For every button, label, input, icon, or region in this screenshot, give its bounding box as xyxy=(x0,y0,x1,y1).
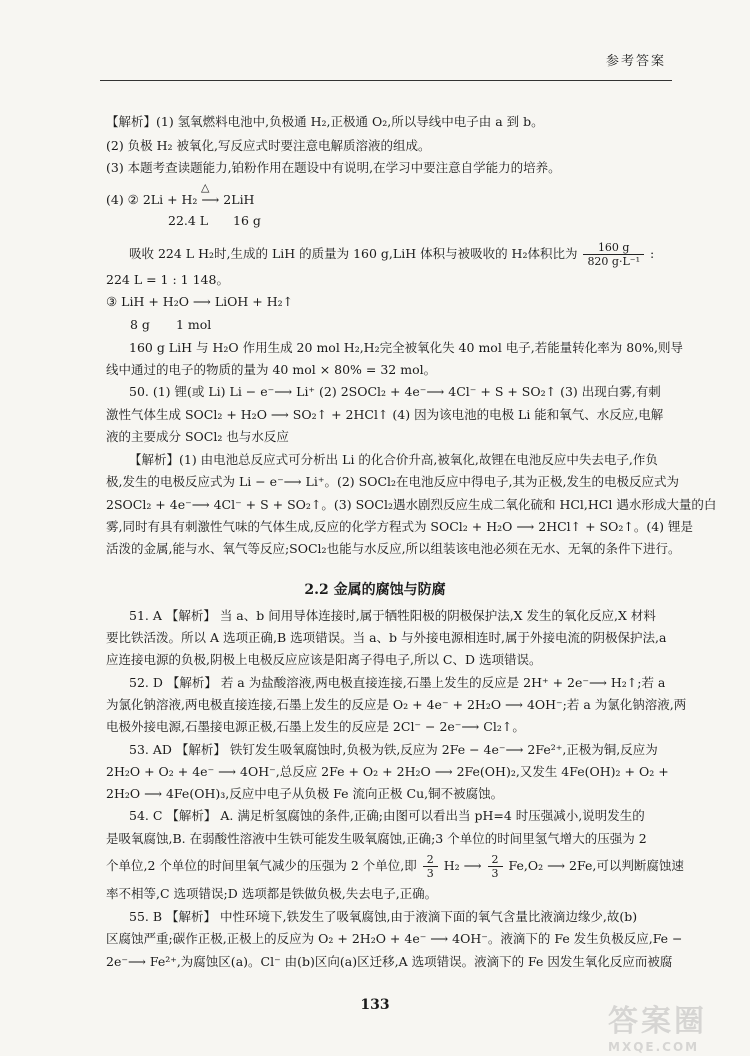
q50-analysis-line-5: 活泼的金属,能与水、氧气等反应;SOCl₂也能与水反应,所以组装该电池必须在无水、无氧的条件下进行。 xyxy=(106,541,681,556)
ratio-fraction-denominator: 820 g·L⁻¹ xyxy=(587,255,640,268)
analysis-49-line-7: ③ LiH + H₂O ⟶ LiOH + H₂↑ xyxy=(106,294,294,309)
q51-line-1: 51. A 【解析】 当 a、b 间用导体连接时,属于牺牲阳极的阴极保护法,X 发生的氧化反应,X 材料 xyxy=(129,608,656,623)
q50-analysis-line-4: 雾,同时有具有刺激性气味的气体生成,反应的化学方程式为 SOCl₂ + H₂O ⟶ 2HCl↑ + SO₂↑。(4) 锂是 xyxy=(106,519,694,534)
q55-line-3: 2e⁻⟶ Fe²⁺,为腐蚀区(a)。Cl⁻ 由(b)区向(a)区迁移,A 选项错误。液滴下的 Fe 因发生氧化反应而被腐 xyxy=(106,954,673,969)
analysis-49-under-h2-mol: 1 mol xyxy=(176,317,212,332)
q53-line-3: 2H₂O ⟶ 4Fe(OH)₃,反应中电子从负极 Fe 流向正极 Cu,铜不被腐蚀。 xyxy=(106,786,504,801)
q54-fraction-2-denominator: 3 xyxy=(491,867,499,880)
analysis-49-line-5 xyxy=(129,241,654,268)
q54-line-3-text-c: Fe,O₂ ⟶ 2Fe,可以判断腐蚀速 xyxy=(508,858,684,873)
q50-answer-line-3: 液的主要成分 SOCl₂ 也与水反应 xyxy=(106,429,289,444)
analysis-49-under-lih-mass: 8 g xyxy=(130,317,150,332)
heat-symbol: △ xyxy=(201,181,210,194)
q55-line-2: 区腐蚀严重;碳作正极,正极上的反应为 O₂ + 2H₂O + 4e⁻ ⟶ 4OH⁻。液滴下的 Fe 发生负极反应,Fe − xyxy=(106,931,683,946)
analysis-49-under-lih: 16 g xyxy=(233,213,261,228)
q54-line-2: 是吸氧腐蚀,B. 在弱酸性溶液中生铁可能发生吸氧腐蚀,正确;3 个单位的时间里氢气增大的压强为 2 xyxy=(106,831,647,846)
analysis-49-under-h2: 22.4 L xyxy=(168,213,209,228)
q51-line-2: 要比铁活泼。所以 A 选项正确,B 选项错误。当 a、b 与外接电源相连时,属于外接电流的阴极保护法,a xyxy=(106,630,667,645)
q54-fraction-1-numerator: 2 xyxy=(423,853,438,867)
running-header: 参考答案 xyxy=(605,54,666,69)
q50-answer-line-1: 50. (1) 锂(或 Li) Li − e⁻⟶ Li⁺ (2) 2SOCl₂ + 4e⁻⟶ 4Cl⁻ + S + SO₂↑ (3) 出现白雾,有刺 xyxy=(129,384,661,399)
analysis-49-line-1: 【解析】(1) 氢氧燃料电池中,负极通 H₂,正极通 O₂,所以导线中电子由 a 到 b。 xyxy=(106,114,544,129)
q50-analysis-line-2: 极,发生的电极反应式为 Li − e⁻⟶ Li⁺。(2) SOCl₂在电池反应中得电子,其为正极,发生的电极反应式为 xyxy=(106,474,679,489)
q53-line-2: 2H₂O + O₂ + 4e⁻ ⟶ 4OH⁻,总反应 2Fe + O₂ + 2H₂O ⟶ 2Fe(OH)₂,又发生 4Fe(OH)₂ + O₂ + xyxy=(106,764,669,779)
page-number: 133 xyxy=(360,997,390,1013)
analysis-49-line-10: 线中通过的电子的物质的量为 40 mol × 80% = 32 mol。 xyxy=(106,362,437,377)
section-title: 2.2 金属的腐蚀与防腐 xyxy=(304,582,446,598)
q54-fraction-2 xyxy=(488,853,503,880)
analysis-49-reaction: (4) ② 2Li + H₂ ⟶ 2LiH xyxy=(106,192,255,207)
q50-answer-line-2: 激性气体生成 SOCl₂ + H₂O ⟶ SO₂↑ + 2HCl↑ (4) 因为该电池的电极 Li 能和氧气、水反应,电解 xyxy=(106,407,664,422)
analysis-49-line-2: (2) 负极 H₂ 被氧化,写反应式时要注意电解质溶液的组成。 xyxy=(106,138,431,153)
analysis-49-line-9: 160 g LiH 与 H₂O 作用生成 20 mol H₂,H₂完全被氧化失 40 mol 电子,若能量转化率为 80%,则导 xyxy=(129,340,683,355)
watermark-logo xyxy=(608,996,738,1054)
analysis-49-line-6: 224 L = 1 : 1 148。 xyxy=(106,272,229,287)
q54-fraction-1-denominator: 3 xyxy=(426,867,434,880)
analysis-49-ratio-text: 吸收 224 L H₂时,生成的 LiH 的质量为 160 g,LiH 体积与被吸收的 H₂体积比为 xyxy=(129,246,578,261)
ratio-fraction-numerator: 160 g xyxy=(583,241,644,255)
header-rule xyxy=(100,80,672,81)
q52-line-2: 为氯化钠溶液,两电极直接连接,石墨上发生的反应是 O₂ + 4e⁻ + 2H₂O ⟶ 4OH⁻;若 a 为氯化钠溶液,两 xyxy=(106,697,687,712)
q54-line-1: 54. C 【解析】 A. 满足析氢腐蚀的条件,正确;由图可以看出当 pH=4 时压强减小,说明发生的 xyxy=(129,808,645,823)
analysis-49-line-3: (3) 本题考查读题能力,铂粉作用在题设中有说明,在学习中要注意自学能力的培养。 xyxy=(106,160,561,175)
q53-line-1: 53. AD 【解析】 铁钉发生吸氧腐蚀时,负极为铁,反应为 2Fe − 4e⁻⟶ 2Fe²⁺,正极为铜,反应为 xyxy=(129,742,658,757)
q52-line-3: 电极外接电源,石墨接电源正极,石墨上发生的反应是 2Cl⁻ − 2e⁻⟶ Cl₂↑。 xyxy=(106,719,525,734)
ratio-fraction xyxy=(583,241,644,268)
q54-fraction-1 xyxy=(423,853,438,880)
watermark-text: 答案圈 xyxy=(608,1004,707,1039)
q50-analysis-line-1: 【解析】(1) 由电池总反应式可分析出 Li 的化合价升高,被氧化,故锂在电池反应中失去电子,作负 xyxy=(129,452,658,467)
q54-line-3 xyxy=(106,853,684,880)
q55-line-1: 55. B 【解析】 中性环境下,铁发生了吸氧腐蚀,由于液滴下面的氧气含量比液滴边缘少,故(b) xyxy=(129,909,638,924)
q50-analysis-line-3: 2SOCl₂ + 4e⁻⟶ 4Cl⁻ + S + SO₂↑。(3) SOCl₂遇水剧烈反应生成二氧化硫和 HCl,HCl 遇水形成大量的白 xyxy=(106,497,717,512)
q54-line-4: 率不相等,C 选项错误;D 选项都是铁做负极,失去电子,正确。 xyxy=(106,886,438,901)
ratio-colon: : xyxy=(649,246,655,261)
q54-line-3-text-b: H₂ ⟶ xyxy=(443,858,482,873)
q54-line-3-text-a: 个单位,2 个单位的时间里氧气减少的压强为 2 个单位,即 xyxy=(106,858,417,873)
q51-line-3: 应连接电源的负极,阴极上电极反应应该是阳离子得电子,所以 C、D 选项错误。 xyxy=(106,652,542,667)
q52-line-1: 52. D 【解析】 若 a 为盐酸溶液,两电极直接连接,石墨上发生的反应是 2H⁺ + 2e⁻⟶ H₂↑;若 a xyxy=(129,675,666,690)
q54-fraction-2-numerator: 2 xyxy=(488,853,503,867)
watermark-url: MXQE.COM xyxy=(608,1040,700,1054)
